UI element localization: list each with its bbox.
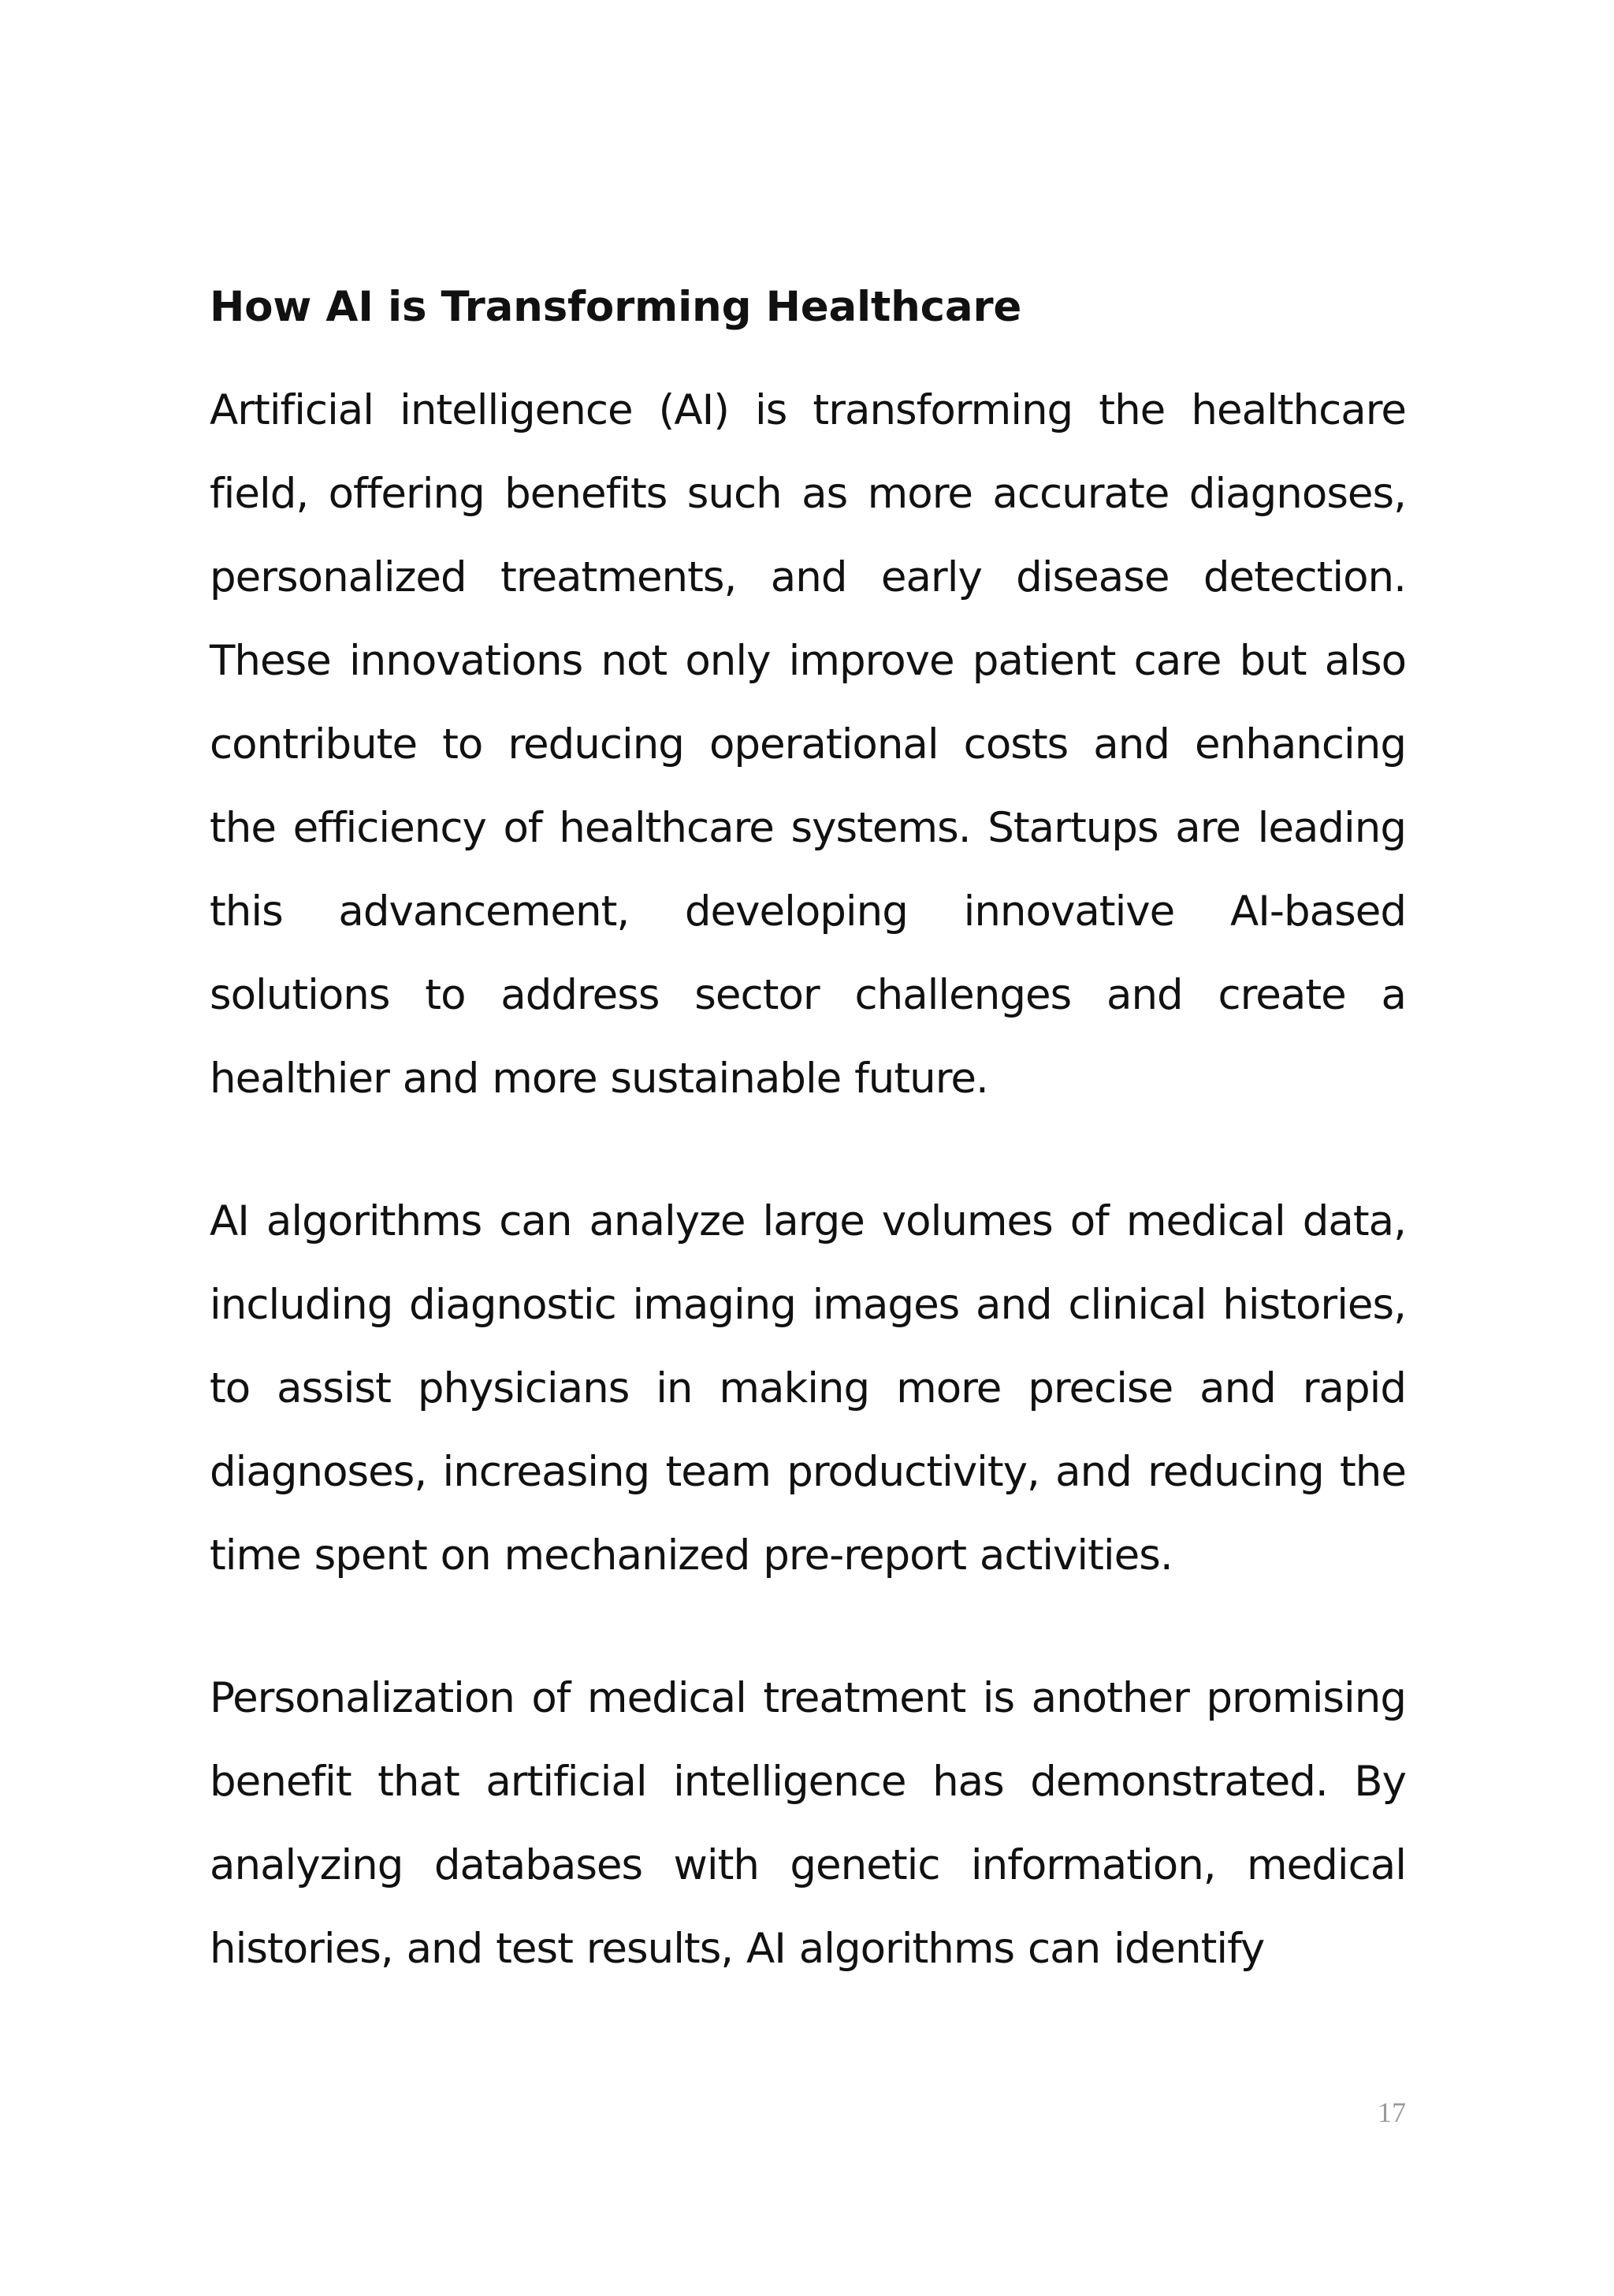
page-number: 17 <box>1378 2097 1406 2128</box>
body-paragraph-3: Personalization of medical treatment is another promising benefit that artificial intelligence has demonstrated. By analyzing databases with genetic information, medical histories, and test results, AI algorithms can identify <box>210 1674 1406 1973</box>
page-content <box>210 277 1406 1991</box>
section-heading: How AI is Transforming Healthcare <box>210 283 1022 331</box>
body-paragraph-1: Artificial intelligence (AI) is transforming the healthcare field, offering benefits such as more accurate diagnoses, personalized treatments, and early disease detection. These innovations not only improve patient care but also contribute to reducing operational costs and enhancing the efficiency of healthcare systems. Startups are leading this advancement, developing innovative AI-based solutions to address sector challenges and create a healthier and more sustainable future. <box>210 386 1406 1103</box>
body-paragraph-2: AI algorithms can analyze large volumes of medical data, including diagnostic imaging images and clinical histories, to assist physicians in making more precise and rapid diagnoses, increasing team productivity, and reducing the time spent on mechanized pre-report activities. <box>210 1197 1406 1580</box>
